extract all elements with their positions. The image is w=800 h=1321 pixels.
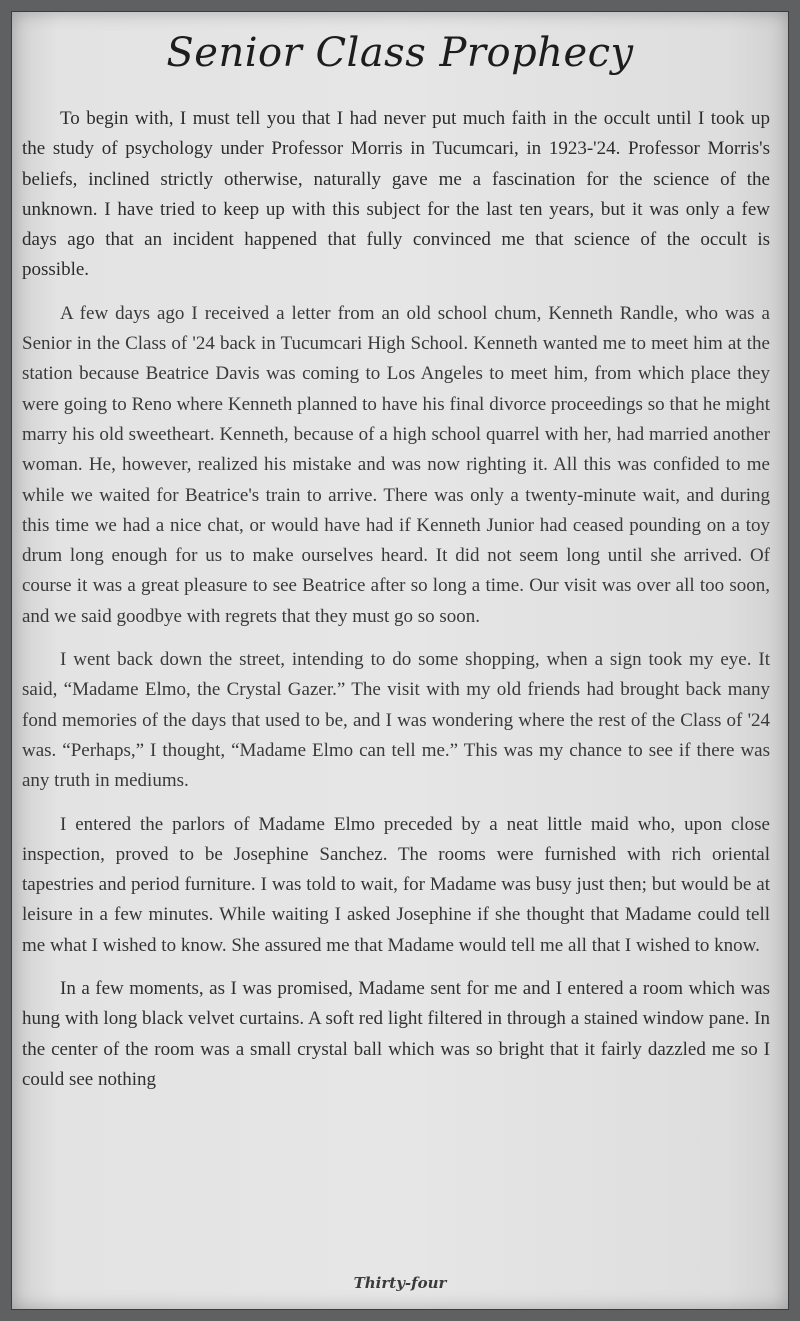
paragraph-5: In a few moments, as I was promised, Madame sent for me and I entered a room which was hung with long black velvet curtains. A soft red light filtered in through a stained window pane. In the center of the room was a small crystal ball which was so bright that it fairly dazzled me so I could see nothing [22, 978, 770, 1090]
paragraph-3: I went back down the street, intending to do some shopping, when a sign took my eye. It said, “Madame Elmo, the Crystal Gazer.” The visit with my old friends had brought back many fond memories of the days that used to be, and I was wondering where the rest of the Class of '24 was. “Perhaps,” I thought, “Madame Elmo can tell me.” This was my chance to see if there was any truth in mediums. [22, 649, 770, 792]
article-body [22, 104, 770, 1095]
paragraph-2: A few days ago I received a letter from an old school chum, Kenneth Randle, who was a Senior in the Class of '24 back in Tucumcari High School. Kenneth wanted me to meet him at the station because Beatrice Davis was coming to Los Angeles to meet him, from which place they were going to Reno where Kenneth planned to have his final divorce proceedings so that he might marry his old sweetheart. Kenneth, because of a high school quarrel with her, had married another woman. He, however, realized his mistake and was now righting it. All this was confided to me while we waited for Beatrice's train to arrive. There was only a twenty-minute wait, and during this time we had a nice chat, or would have had if Kenneth Junior had ceased pounding on a toy drum long enough for us to make ourselves heard. It did not seem long until she arrived. Of course it was a great pleasure to see Beatrice after so long a time. Our visit was over all too soon, and we said goodbye with regrets that they must go so soon. [22, 302, 770, 627]
page-sheet [12, 12, 788, 1309]
page-number: Thirty-four [353, 1274, 447, 1292]
paragraph-4: I entered the parlors of Madame Elmo preceded by a neat little maid who, upon close inspection, proved to be Josephine Sanchez. The rooms were furnished with rich oriental tapestries and period furniture. I was told to wait, for Madame was busy just then; but would be at leisure in a few minutes. While waiting I asked Josephine if she thought that Madame could tell me what I wished to know. She assured me that Madame would tell me all that I wished to know. [22, 813, 770, 956]
paragraph-1: To begin with, I must tell you that I had never put much faith in the occult until I took up the study of psychology under Professor Morris in Tucumcari, in 1923-'24. Professor Morris's beliefs, inclined strictly otherwise, naturally gave me a fascination for the science of the unknown. I have tried to keep up with this subject for the last ten years, but it was only a few days ago that an incident happened that fully convinced me that science of the occult is possible. [22, 108, 770, 281]
page-title: Senior Class Prophecy [166, 30, 634, 76]
